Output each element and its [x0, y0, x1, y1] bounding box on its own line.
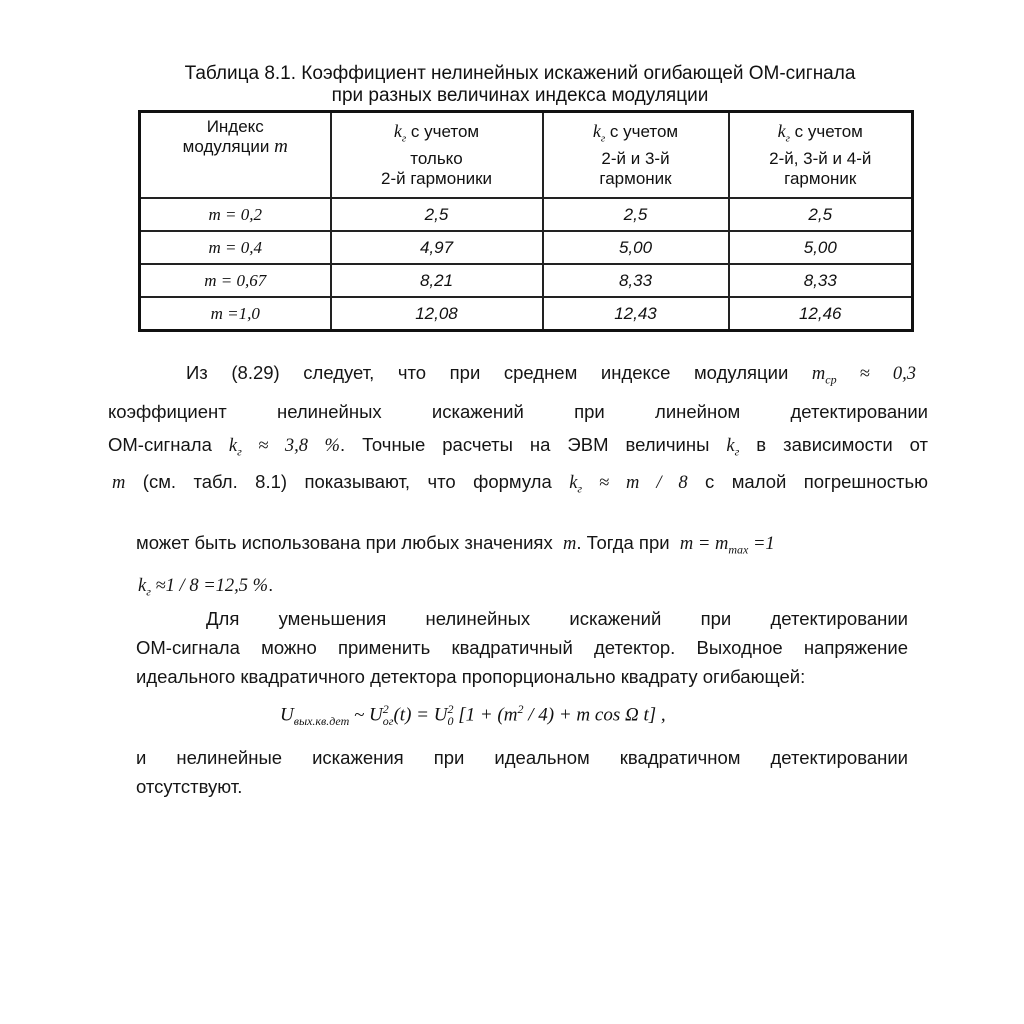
m-cp-symbol: $m_{cp} \approx 0,3$ — [811, 364, 917, 387]
row-cell: 2,5 — [331, 198, 543, 231]
para1-line2: коэффициент нелинейных искажений при линейном детектировании — [108, 401, 928, 422]
header-kz-2nd-harmonic — [331, 112, 543, 199]
row-cell: 5,00 — [543, 231, 729, 264]
header-col0-label: модуляции — [182, 137, 270, 156]
row-cell: 8,33 — [729, 264, 913, 297]
header-kz-2nd-3rd-4th-harmonics — [729, 112, 913, 199]
row-cell: 5,00 — [729, 231, 913, 264]
m-symbol: m — [562, 534, 577, 554]
header-col2-line3: гармоник — [599, 168, 672, 188]
row-cell: 12,43 — [543, 297, 729, 331]
kz-subscript: г — [785, 132, 790, 145]
header-col0-line1: Индекс — [206, 117, 264, 136]
table-header-row — [140, 112, 913, 199]
table-row — [140, 231, 913, 264]
header-col0-symbol: m — [274, 136, 288, 157]
kz-symbol: k — [592, 121, 601, 142]
m-max-equation: $m = m_{max} =1$ — [679, 534, 775, 557]
row-m-value: m = 0,2 — [140, 198, 331, 231]
para1-line6: $k_г \approx 1 / 8 =12,5$ %. — [138, 574, 274, 599]
para2-line3: идеального квадратичного детектора пропорционально квадрату огибающей: — [136, 666, 806, 687]
kz-subscript: г — [600, 132, 606, 145]
para1-line3: ОМ-сигнала $k_г \approx 3,8$ %. Точные расчеты на ЭВМ величины $k_г$ в зависимости от — [108, 434, 929, 459]
caption-line-2: при разных величинах индекса модуляции — [331, 85, 709, 106]
row-m-value: m = 0,4 — [140, 231, 331, 264]
header-col3-line2: 2-й, 3-й и 4-й — [769, 148, 872, 168]
kz-result: $k_г \approx 1 / 8 =12,5$ % — [138, 576, 269, 599]
para2-line1: Для уменьшения нелинейных искажений при детектировании — [206, 608, 908, 629]
row-cell: 4,97 — [331, 231, 543, 264]
caption-line-1: Таблица 8.1. Коэффициент нелинейных искажений огибающей ОМ-сигнала — [184, 63, 856, 84]
row-cell: 8,33 — [543, 264, 729, 297]
kz-symbol: k — [393, 121, 402, 142]
kz-symbol: $k_г \approx 3,8$ % — [228, 436, 340, 459]
row-cell: 2,5 — [543, 198, 729, 231]
row-m-value: m = 0,67 — [140, 264, 331, 297]
header-col1-kz — [393, 121, 407, 145]
row-cell: 8,21 — [331, 264, 543, 297]
m-symbol: m — [112, 473, 126, 493]
table-row — [140, 297, 913, 331]
para1-line1-text: Из (8.29) следует, что при среднем индексе модуляции — [186, 362, 789, 383]
header-col2-kz — [592, 121, 606, 145]
para1-line5: может быть использована при любых значениях m. Тогда при $m = m_{max} =1$ — [136, 532, 775, 557]
header-col3-kz — [777, 121, 790, 145]
kz-symbol: k — [777, 121, 786, 142]
row-cell: 12,08 — [331, 297, 543, 331]
table-row — [140, 264, 913, 297]
header-col1-line2: только — [410, 148, 463, 168]
header-col3-suffix: с учетом — [794, 122, 863, 142]
para3-line1: и нелинейные искажения при идеальном квадратичном детектировании — [136, 747, 908, 768]
distortion-table — [138, 110, 914, 332]
kz-subscript: г — [401, 132, 407, 145]
table-caption — [100, 62, 940, 107]
header-kz-2nd-3rd-harmonics — [543, 112, 729, 199]
para1-line4: m (см. табл. 8.1) показывают, что формула $k_г \approx m / 8$ с малой погрешностью — [112, 471, 928, 496]
kz-formula: $k_г \approx m / 8$ — [569, 473, 688, 496]
header-modulation-index — [140, 112, 331, 199]
square-detector-formula: $U_{вых.кв.дет}$ ~ $U^2_{ог}(t) = U_0^2$ [$1 + (m^2 / 4) + m$ cos Ω t] , — [280, 702, 666, 729]
row-cell: 2,5 — [729, 198, 913, 231]
header-col0-line2 — [141, 137, 330, 157]
row-cell: 12,46 — [729, 297, 913, 331]
kz-symbol: $k_г$ — [726, 436, 740, 459]
para3-line2: отсутствуют. — [136, 776, 243, 797]
row-m-value: m =1,0 — [140, 297, 331, 331]
header-col3-line3: гармоник — [784, 168, 857, 188]
header-col2-line2: 2-й и 3-й — [601, 148, 670, 168]
header-col2-suffix: с учетом — [609, 122, 679, 142]
header-col1-suffix: с учетом — [410, 122, 480, 142]
header-col1-line3: 2-й гармоники — [380, 168, 493, 188]
para2-line2: ОМ-сигнала можно применить квадратичный детектор. Выходное напряжение — [136, 637, 908, 658]
table-row — [140, 198, 913, 231]
para1-line1 — [186, 358, 916, 395]
